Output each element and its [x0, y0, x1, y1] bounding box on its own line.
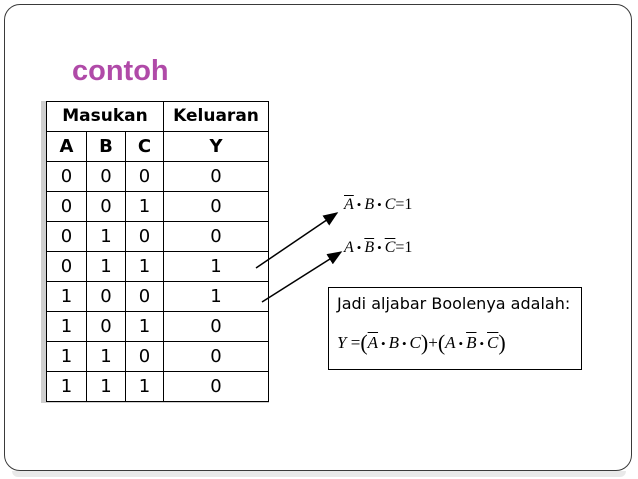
table-cell: 1 — [126, 312, 164, 342]
header-masukan: Masukan — [47, 102, 164, 132]
formula-a-1: $\overline{A}$ — [367, 333, 379, 352]
expr1-c: C — [384, 196, 396, 213]
expr1-eq: = — [395, 196, 405, 213]
table-cell: 0 — [164, 342, 269, 372]
table-cell: 0 — [47, 252, 87, 282]
expression-second — [344, 239, 412, 257]
formula-dot-2: • — [401, 336, 407, 351]
expr2-dot-2: • — [377, 240, 382, 255]
expr1-dot-1: • — [356, 197, 362, 212]
expr1-b: B — [364, 196, 375, 213]
formula-dot-3: • — [458, 336, 464, 351]
expr2-a: A — [344, 239, 354, 256]
expr2-b: $\overline{B}$ — [364, 239, 375, 256]
table-cell: 0 — [164, 372, 269, 402]
table-cell: 0 — [47, 192, 87, 222]
arrow-row-4 — [256, 213, 337, 268]
formula-dot-4: • — [479, 336, 485, 351]
table-cell: 1 — [47, 312, 87, 342]
table-cell: 0 — [164, 222, 269, 252]
table-cell: 1 — [87, 342, 126, 372]
table-cell: 0 — [47, 162, 87, 192]
header-a: A — [47, 132, 87, 162]
table-cell: 0 — [87, 312, 126, 342]
expr1-value: 1 — [404, 196, 413, 213]
table-cell: 1 — [126, 372, 164, 402]
formula-close-2: ) — [498, 330, 506, 355]
formula-plus: + — [428, 333, 438, 352]
table-cell: 0 — [164, 162, 269, 192]
conclusion-box — [328, 287, 582, 370]
formula-eq: = — [350, 333, 361, 352]
expr2-eq: = — [395, 239, 405, 256]
table-cell: 0 — [87, 282, 126, 312]
expr1-dot-2: • — [377, 197, 382, 212]
formula-b-1: B — [388, 333, 399, 352]
table-cell: 1 — [87, 252, 126, 282]
formula-c-1: C — [409, 333, 421, 352]
header-b: B — [87, 132, 126, 162]
header-y: Y — [164, 132, 269, 162]
expr2-dot-1: • — [356, 240, 362, 255]
table-cell: 0 — [164, 312, 269, 342]
formula-dot-1: • — [381, 336, 386, 351]
formula-close-1: ) — [420, 330, 429, 355]
table-cell: 1 — [47, 372, 87, 402]
table-cell: 0 — [47, 222, 87, 252]
expr2-c: $\overline{C}$ — [384, 239, 396, 256]
conclusion-formula — [337, 330, 506, 356]
table-cell: 0 — [126, 282, 164, 312]
table-cell: 0 — [126, 342, 164, 372]
formula-b-2: $\overline{B}$ — [466, 333, 477, 352]
slide-title: contoh — [72, 55, 169, 87]
formula-open-1: ( — [360, 330, 368, 355]
header-keluaran: Keluaran — [164, 102, 269, 132]
expr1-a: $\overline{A}$ — [344, 196, 354, 213]
table-cell: 1 — [126, 192, 164, 222]
formula-open-2: ( — [437, 330, 446, 355]
table-cell: 0 — [87, 162, 126, 192]
formula-a-2: A — [445, 333, 456, 352]
table-cell: 1 — [47, 342, 87, 372]
table-cell: 1 — [47, 282, 87, 312]
table-cell: 0 — [164, 192, 269, 222]
table-cell: 1 — [164, 252, 269, 282]
table-cell: 1 — [87, 222, 126, 252]
expr2-value: 1 — [404, 239, 413, 256]
formula-y: Y — [337, 333, 347, 352]
conclusion-caption: Jadi aljabar Boolenya adalah: — [337, 294, 571, 313]
table-cell: 1 — [87, 372, 126, 402]
table-cell: 0 — [87, 192, 126, 222]
table-cell: 0 — [126, 162, 164, 192]
header-c: C — [126, 132, 164, 162]
expression-first — [344, 196, 412, 214]
table-cell: 1 — [126, 252, 164, 282]
table-cell: 1 — [164, 282, 269, 312]
formula-c-2: $\overline{C}$ — [487, 333, 499, 352]
table-cell: 0 — [126, 222, 164, 252]
